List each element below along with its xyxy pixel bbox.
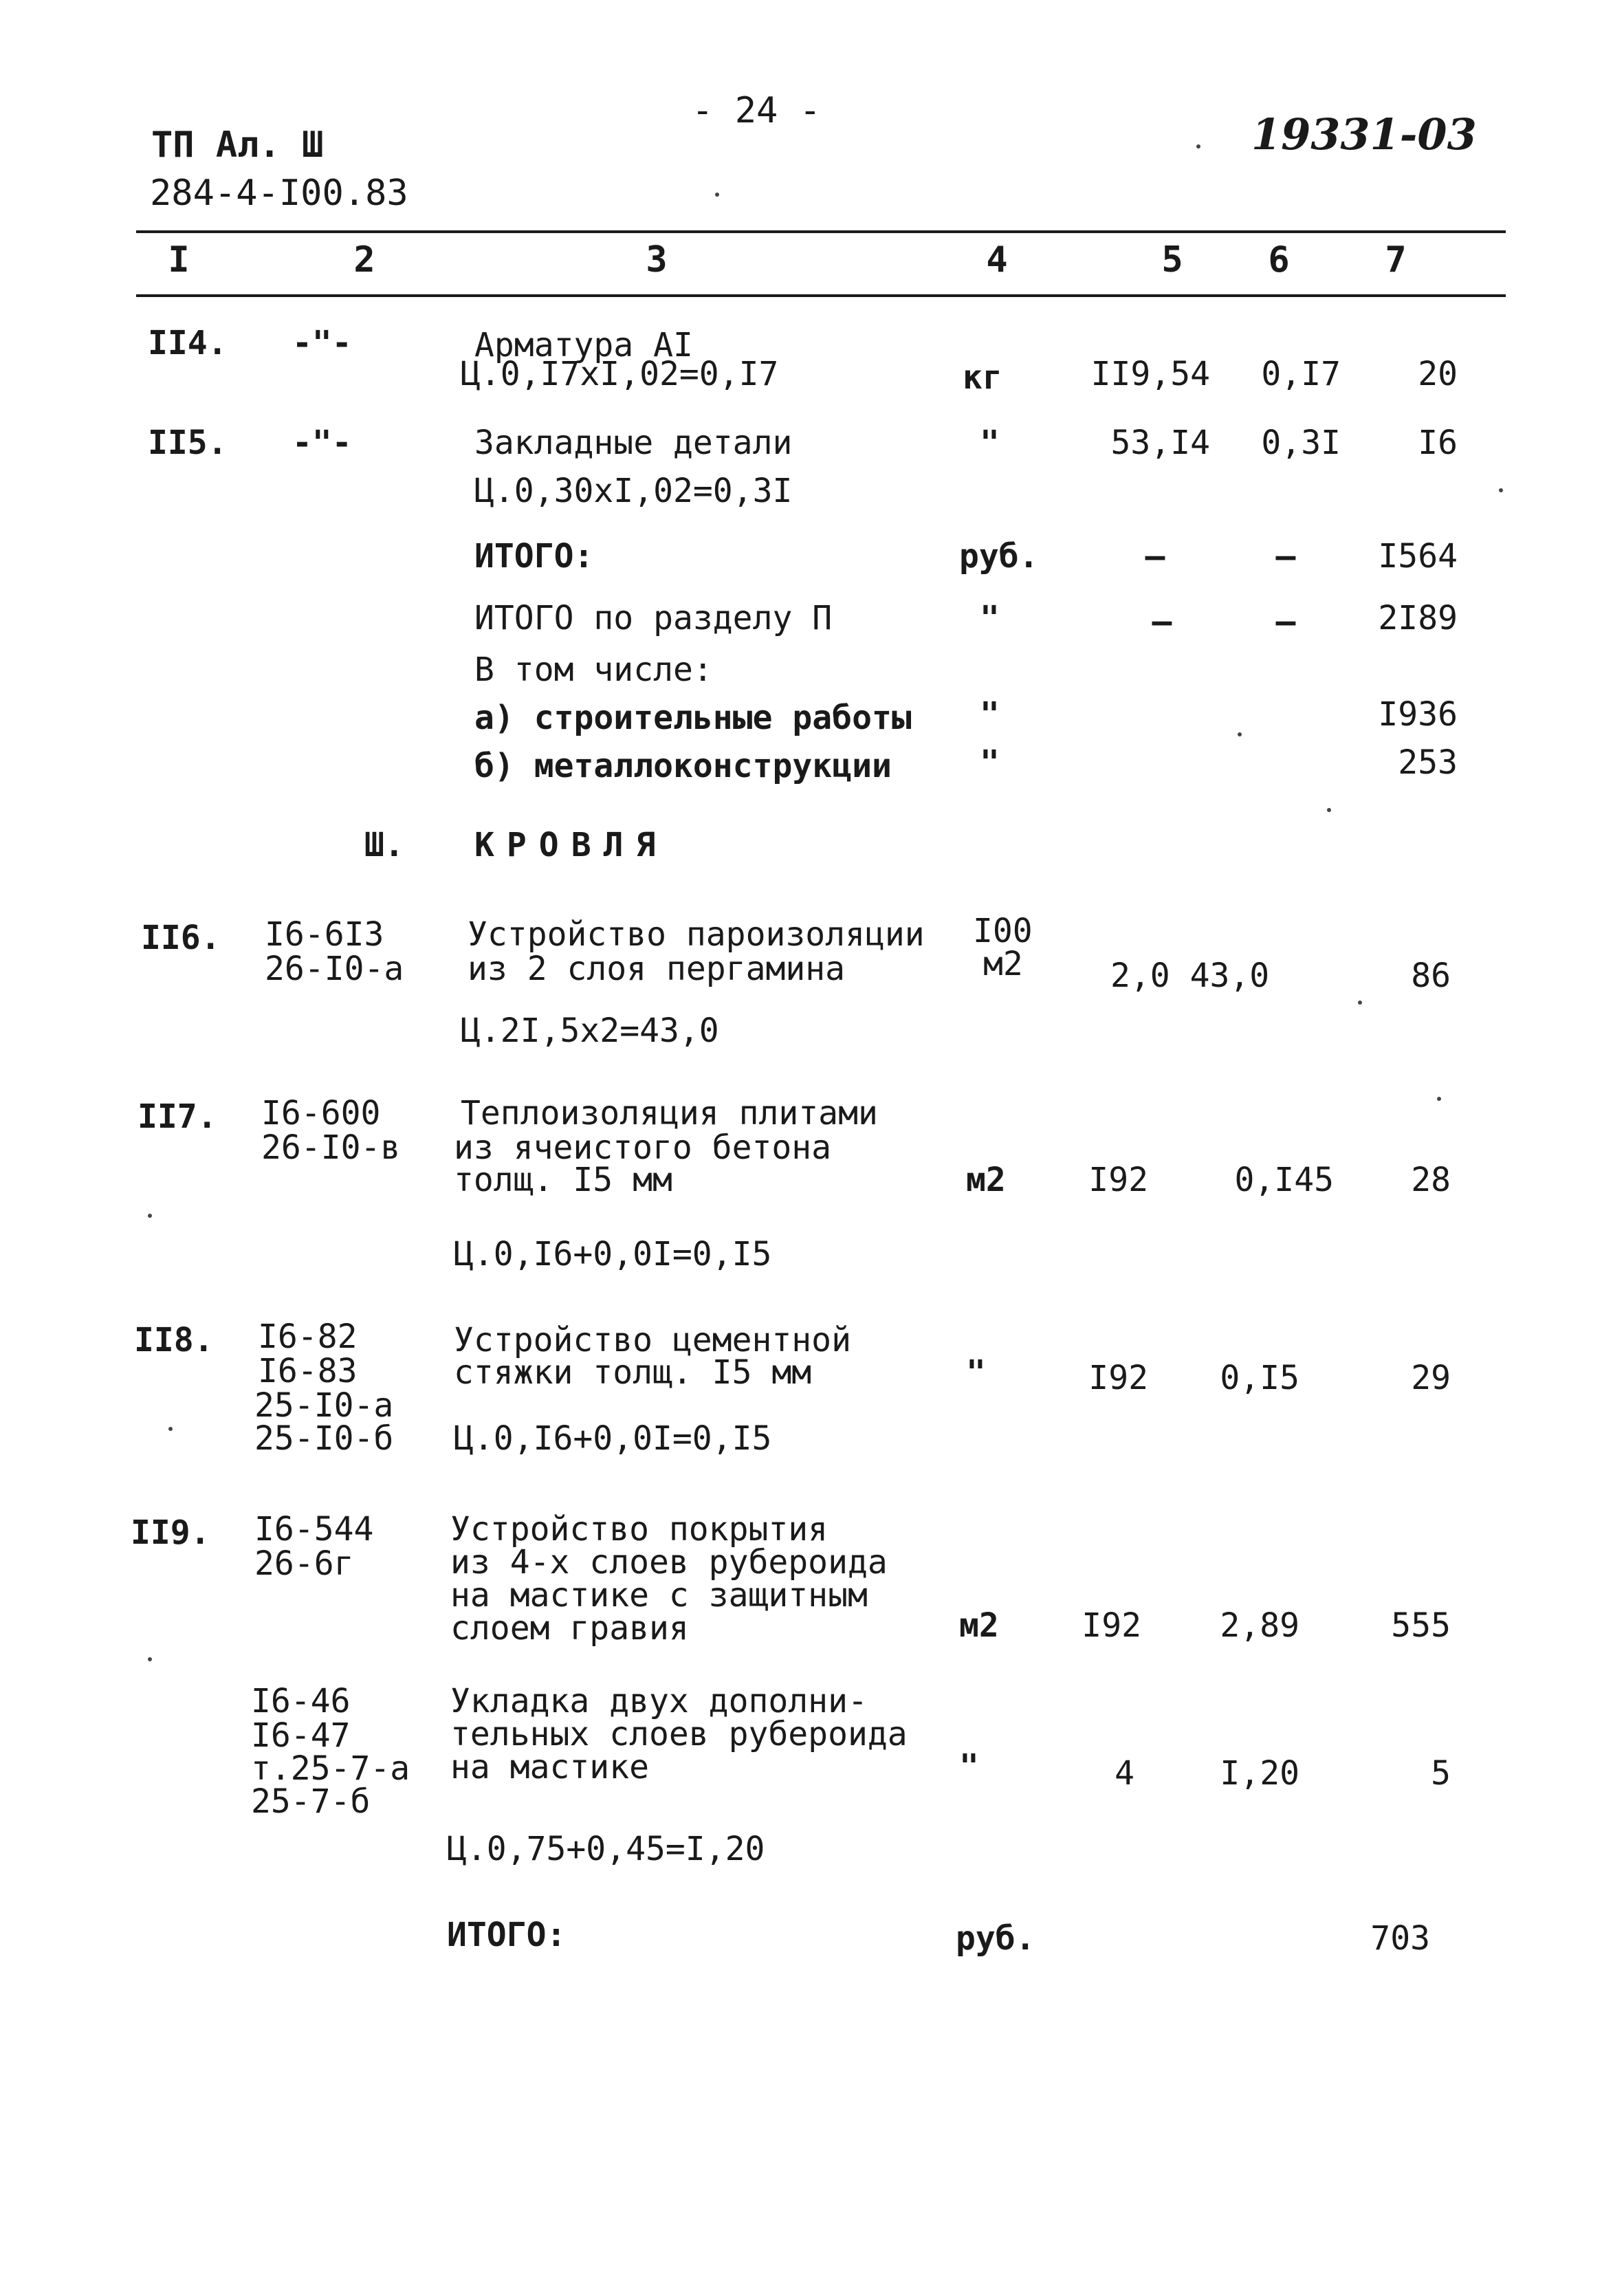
row-116-unit1: I00 [973,912,1033,950]
including-b-label: б) металлоконструкции [474,747,892,785]
row-115-desc1: Закладные детали [474,424,793,462]
row-119-code1: I6-544 [254,1510,374,1549]
row-114-total: 20 [1418,355,1458,393]
row-119-total: 555 [1391,1606,1451,1645]
subtotal-label: ИТОГО: [474,537,594,576]
row-117-code2: 26-I0-в [261,1128,401,1167]
section-total-label: ИТОГО по разделу П [474,599,833,637]
row-115-number: II5. [148,424,228,462]
row-118-desc2: стяжки толщ. I5 мм [454,1353,812,1392]
row-116-desc3: Ц.2I,5х2=43,0 [461,1012,719,1050]
row-119-code2: 26-6г [254,1544,354,1583]
row-115-desc2: Ц.0,30хI,02=0,3I [474,472,793,510]
row-119-desc2: из 4-х слоев рубероида [450,1543,888,1582]
row-114-price: 0,I7 [1261,355,1341,393]
row-119-number: II9. [131,1513,210,1552]
row-119b-code4: 25-7-б [251,1782,371,1821]
roof-total-label: ИТОГО: [447,1916,567,1954]
row-116-qty-price: 2,0 43,0 [1110,956,1270,995]
subtotal-qty: – [1145,537,1165,576]
row-119b-code2: I6-47 [251,1716,351,1755]
including-label: В том числе: [474,651,713,689]
including-a-label: а) строительные работы [474,699,912,737]
row-118-qty: I92 [1088,1359,1148,1397]
row-118-code4: 25-I0-б [254,1419,394,1458]
row-117-code1: I6-600 [261,1094,381,1133]
scan-speck [1238,732,1242,736]
row-116-unit2: м2 [983,945,1023,983]
scan-speck [1437,1097,1441,1101]
row-116-number: II6. [141,919,221,957]
row-118-desc3: Ц.0,I6+0,0I=0,I5 [454,1419,772,1458]
row-119-price: 2,89 [1220,1606,1299,1645]
including-a-unit: " [980,695,1000,734]
subtotal-total: I564 [1378,537,1458,576]
column-header-2: 2 [353,239,375,281]
row-114-unit: кг [963,358,1002,397]
doc-code-line2: 284-4-I00.83 [150,173,408,214]
row-116-code1: I6-6I3 [265,915,384,954]
row-118-code1: I6-82 [258,1318,358,1356]
column-header-5: 5 [1161,239,1183,281]
subtotal-price: – [1275,537,1296,576]
row-116-desc1: Устройство пароизоляции [468,915,925,954]
row-119-desc3: на мастике с защитным [450,1576,868,1615]
row-118-code2: I6-83 [258,1352,358,1390]
subtotal-unit: руб. [959,537,1039,576]
row-116-desc2: из 2 слоя пергамина [468,950,846,988]
section-number: Ш. [364,826,404,864]
scan-speck [1196,144,1200,149]
row-118-total: 29 [1411,1359,1451,1397]
column-header-4: 4 [986,239,1008,281]
roof-total-total: 703 [1370,1919,1430,1958]
row-118-desc1: Устройство цементной [454,1321,851,1359]
header-rule-bottom [136,294,1506,297]
row-119b-desc2: тельных слоев рубероида [450,1715,908,1753]
roof-total-unit: руб. [956,1919,1035,1958]
scan-speck [168,1427,173,1431]
row-118-code3: 25-I0-а [254,1386,394,1425]
row-114-desc1: Арматура АI [474,326,693,364]
section-total-unit: " [980,599,1000,637]
row-119b-desc1: Укладка двух дополни- [450,1682,868,1720]
row-119b-price: I,20 [1220,1754,1299,1793]
row-119b-desc4: Ц.0,75+0,45=I,20 [447,1830,765,1868]
section-title: КРОВЛЯ [474,826,668,864]
row-117-qty: I92 [1088,1161,1148,1199]
row-117-desc2: из ячеистого бетона [454,1128,832,1167]
row-117-number: II7. [138,1097,217,1136]
doc-code-line1: ТП Ал. Ш [151,124,324,166]
column-header-7: 7 [1385,239,1407,281]
row-115-total: I6 [1418,424,1458,462]
row-117-desc4: Ц.0,I6+0,0I=0,I5 [454,1235,772,1273]
row-117-unit: м2 [966,1161,1006,1199]
row-119-qty: I92 [1082,1606,1141,1645]
row-118-unit: " [966,1353,986,1392]
row-117-price: 0,I45 [1234,1161,1334,1199]
row-119b-total: 5 [1431,1754,1451,1793]
row-118-number: II8. [134,1321,214,1359]
scan-speck [1499,488,1503,492]
section-total-total: 2I89 [1378,599,1458,637]
scan-speck [715,193,719,197]
row-119b-unit: " [959,1747,979,1786]
row-114-qty: II9,54 [1090,355,1210,393]
column-header-3: 3 [646,239,668,281]
row-119b-desc3: на мастике [450,1748,649,1786]
including-b-total: 253 [1398,743,1458,782]
page-number: - 24 - [692,90,821,131]
row-114-desc2: Ц.0,I7хI,02=0,I7 [461,355,779,393]
including-b-unit: " [980,743,1000,782]
including-a-total: I936 [1378,695,1458,734]
row-116-code2: 26-I0-а [265,950,404,988]
row-119-desc4: слоем гравия [450,1609,689,1648]
row-119-desc1: Устройство покрытия [450,1510,829,1549]
row-114-code: -"- [292,324,352,362]
section-total-price: – [1275,602,1296,641]
row-117-total: 28 [1411,1161,1451,1199]
scan-speck [1327,808,1331,812]
row-119b-qty: 4 [1115,1754,1134,1793]
row-119b-code1: I6-46 [251,1682,351,1720]
column-header-6: 6 [1268,239,1290,281]
scan-speck [148,1214,152,1218]
row-117-desc1: Теплоизоляция плитами [461,1094,878,1133]
handwritten-number: 19331-03 [1251,109,1477,160]
row-119b-code3: т.25-7-а [251,1749,410,1788]
row-115-unit: " [980,424,1000,462]
row-118-price: 0,I5 [1220,1359,1299,1397]
row-119-unit: м2 [959,1606,999,1645]
section-total-qty: – [1152,602,1172,641]
scan-speck [148,1657,152,1661]
row-115-code: -"- [292,424,352,462]
row-116-total: 86 [1411,956,1451,995]
row-114-number: II4. [148,324,228,362]
row-117-desc3: толщ. I5 мм [454,1161,672,1199]
row-115-price: 0,3I [1261,424,1341,462]
row-115-qty: 53,I4 [1110,424,1210,462]
scan-speck [1358,1001,1362,1005]
column-header-1: I [168,239,190,281]
header-rule-top [136,230,1506,233]
